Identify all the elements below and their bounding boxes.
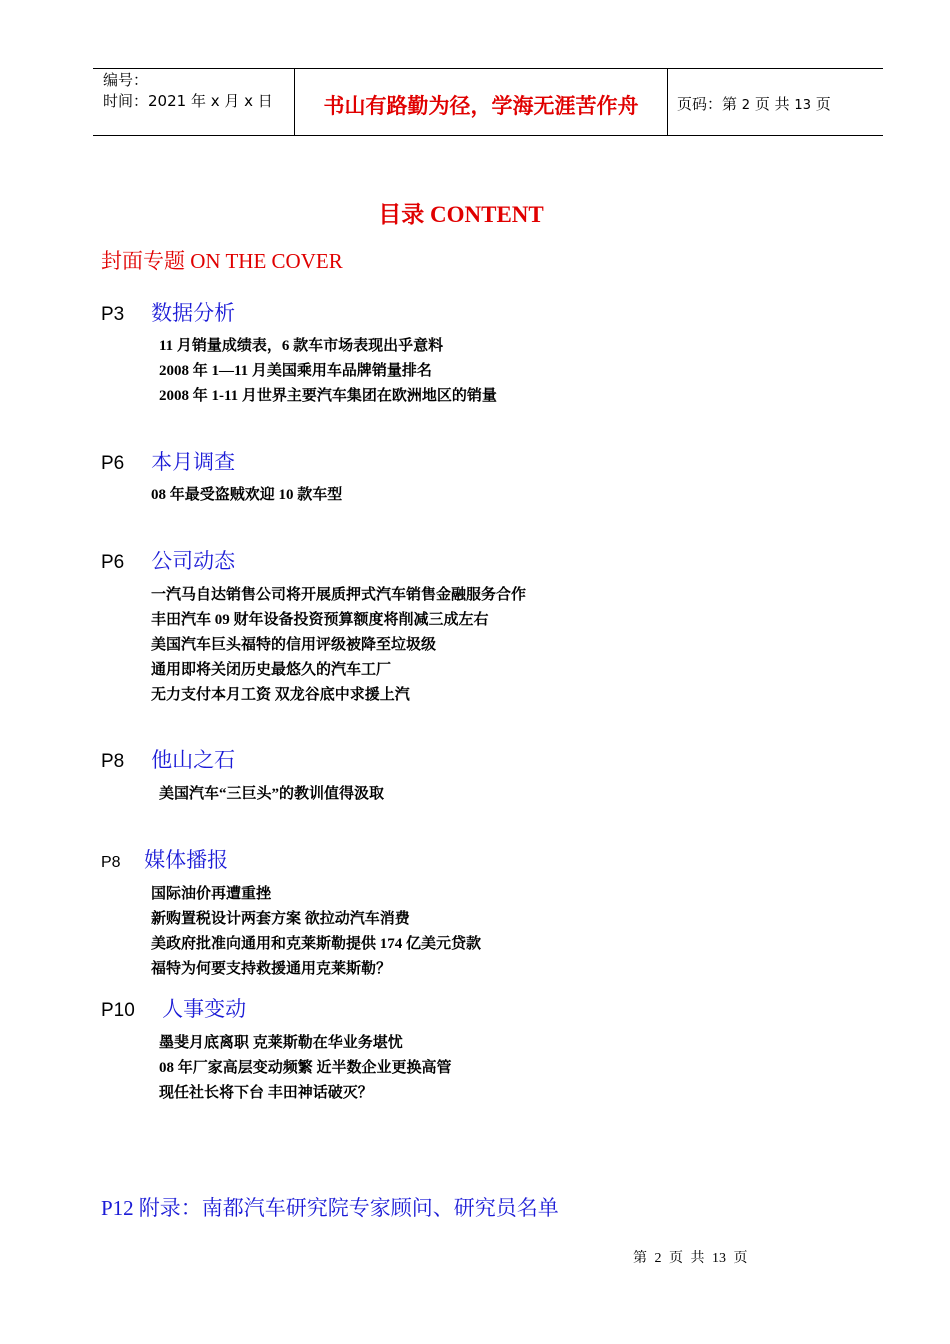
section-heading — [101, 744, 235, 774]
toc-item[interactable]: 美国汽车巨头福特的信用评级被降至垃圾级 — [151, 637, 437, 653]
section-title: 人事变动 — [162, 997, 247, 1021]
toc-item[interactable]: 通用即将关闭历史最悠久的汽车工厂 — [151, 662, 392, 678]
section-heading — [101, 545, 235, 575]
toc-item[interactable]: 一汽马自达销售公司将开展质押式汽车销售金融服务合作 — [151, 587, 527, 603]
section-items — [159, 334, 497, 409]
section-items — [151, 583, 526, 708]
appendix-title: 附录：南都汽车研究院专家顾问、研究员名单 — [138, 1196, 559, 1220]
section-page: P8 — [101, 854, 121, 871]
toc-item[interactable]: 11 月销量成绩表，6 款车市场表现出乎意料 — [159, 338, 444, 354]
cover-heading: 封面专题 ON THE COVER — [101, 249, 343, 273]
section-title: 媒体播报 — [144, 848, 229, 872]
section-title: 本月调查 — [151, 450, 236, 474]
toc-item[interactable]: 丰田汽车 09 财年设备投资预算额度将削减三成左右 — [151, 612, 489, 628]
section-items — [151, 882, 481, 982]
doc-time: 时间：2021 年 x 月 x 日 — [103, 92, 273, 110]
section-items — [159, 782, 384, 807]
appendix-page: P12 — [101, 1196, 134, 1220]
section-items — [159, 1031, 452, 1106]
toc-item[interactable]: 2008 年 1—11 月美国乘用车品牌销量排名 — [159, 363, 432, 379]
section-heading — [101, 297, 235, 327]
toc-item[interactable]: 墨斐月底离职 克莱斯勒在华业务堪忧 — [159, 1035, 403, 1051]
section-page: P8 — [101, 751, 125, 772]
page-mid: 页 共 — [754, 95, 790, 113]
toc-item[interactable]: 美国汽车“三巨头”的教训值得汲取 — [159, 786, 385, 802]
toc-item[interactable]: 福特为何要支持救援通用克莱斯勒？ — [151, 961, 392, 977]
toc-item[interactable]: 现任社长将下台 丰田神话破灭？ — [159, 1085, 373, 1101]
header-divider-1 — [294, 69, 295, 136]
page-prefix: 页码：第 — [677, 95, 738, 113]
toc-item[interactable]: 08 年最受盗贼欢迎 10 款车型 — [151, 487, 343, 503]
toc-item[interactable]: 新购置税设计两套方案 欲拉动汽车消费 — [151, 911, 410, 927]
section-page: P6 — [101, 453, 125, 474]
page-footer: 第 2 页 共 13 页 — [633, 1251, 748, 1266]
doc-code-label: 编号： — [103, 71, 149, 89]
toc-item[interactable]: 08 年厂家高层变动频繁 近半数企业更换高管 — [159, 1060, 452, 1076]
header-meta — [103, 70, 273, 112]
header-motto: 书山有路勤为径，学海无涯苦作舟 — [323, 94, 639, 118]
toc-item[interactable]: 无力支付本月工资 双龙谷底中求援上汽 — [151, 687, 410, 703]
header-top-rule — [93, 68, 883, 69]
header-bottom-rule — [93, 135, 883, 136]
section-heading — [101, 844, 228, 874]
header-page-info — [677, 93, 831, 114]
appendix-heading[interactable] — [101, 1192, 559, 1222]
toc-item[interactable]: 国际油价再遭重挫 — [151, 886, 272, 902]
section-title: 数据分析 — [151, 301, 236, 325]
section-heading — [101, 446, 235, 476]
section-title: 公司动态 — [151, 549, 236, 573]
page-suffix: 页 — [815, 95, 831, 113]
section-heading — [101, 993, 246, 1023]
header-divider-2 — [667, 69, 668, 136]
section-page: P3 — [101, 304, 125, 325]
section-title: 他山之石 — [151, 748, 236, 772]
page-total: 13 — [794, 98, 811, 113]
section-page: P6 — [101, 552, 125, 573]
toc-item[interactable]: 美政府批准向通用和克莱斯勒提供 174 亿美元贷款 — [151, 936, 482, 952]
toc-title: 目录 CONTENT — [378, 202, 544, 227]
toc-item[interactable]: 2008 年 1-11 月世界主要汽车集团在欧洲地区的销量 — [159, 388, 497, 404]
page-number: 2 — [741, 98, 751, 113]
section-page: P10 — [101, 1000, 135, 1021]
section-items — [151, 483, 342, 508]
